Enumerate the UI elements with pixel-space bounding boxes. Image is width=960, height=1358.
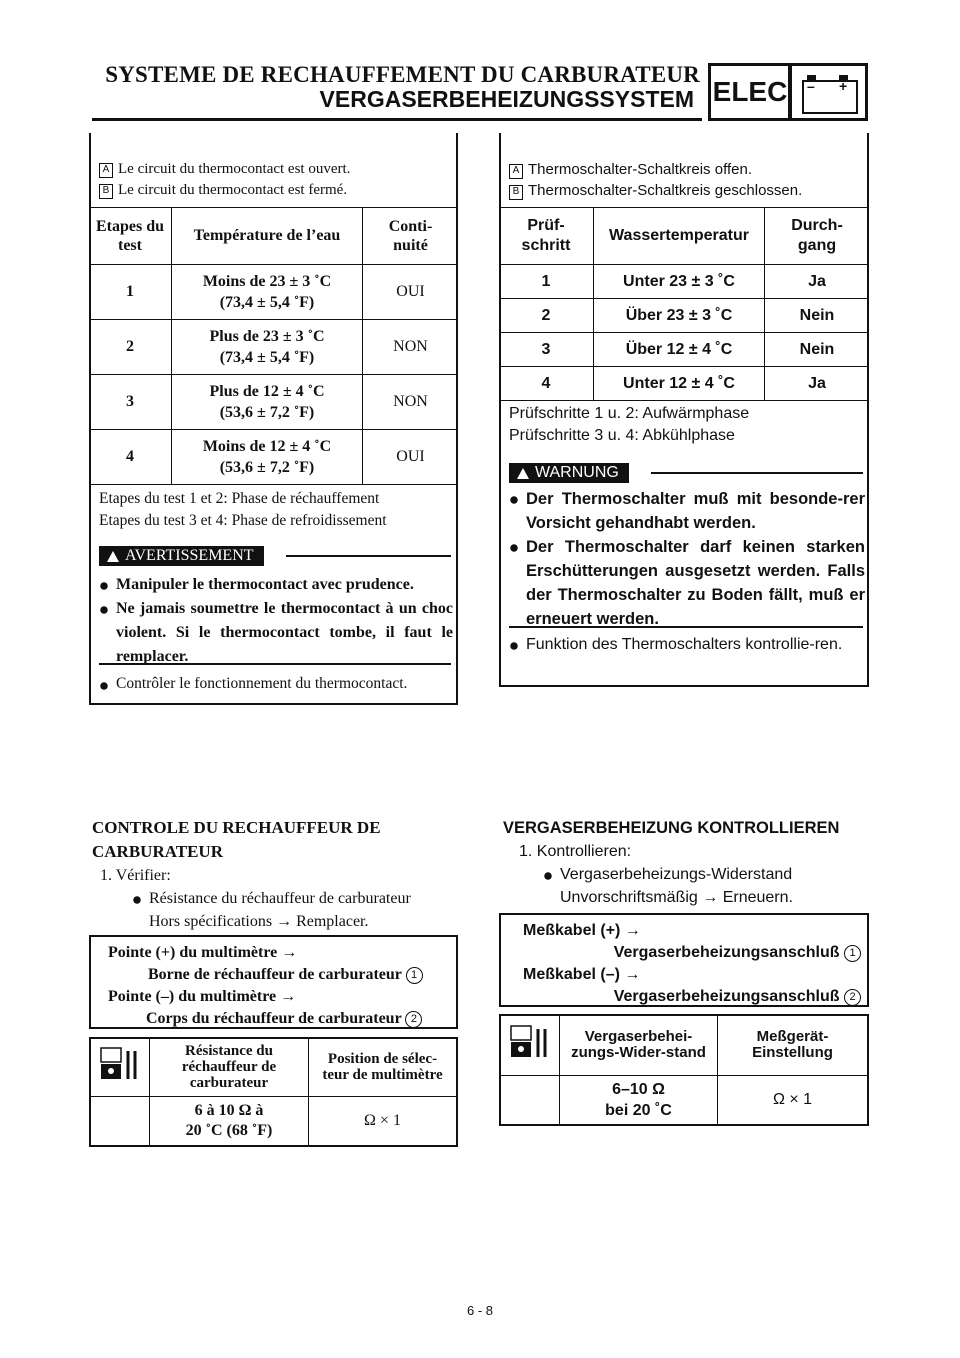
table-header: Température de l’eau [172,208,363,265]
step-cell: 4 [89,430,172,485]
step-cell: 2 [499,299,594,333]
right-probe-box [499,913,869,1007]
header-title-de: VERGASERBEHEIZUNGSSYSTEM [319,86,694,112]
header-rule [92,118,702,121]
left-thermoswitch-panel [89,133,458,705]
list-item [509,487,865,535]
cont-cell: Nein [765,299,870,333]
left-spec-table [89,1037,458,1147]
warning-triangle-icon [517,468,529,479]
step-cell: 3 [499,333,594,367]
probe-text: Meßkabel (+) → [523,922,641,939]
table-header: Conti- nuité [363,208,459,265]
item-line: Vergaserbeheizungs-Widerstand [560,866,793,883]
cont-cell: Nein [765,333,870,367]
step-cell: 2 [89,320,172,375]
temp-cell: Unter 12 ± 4 ˚C [594,367,765,401]
spec-header: Vergaserbehei-zungs-Wider-stand [560,1015,718,1075]
step-cell: 3 [89,375,172,430]
cont-cell: NON [363,320,459,375]
table-header: Durch- gang [765,208,870,265]
battery-plus-label: + [839,78,848,94]
section-code-badge: ELEC [708,63,792,121]
table-row [499,265,869,299]
table-row [89,375,458,430]
section-heading: CARBURATEUR [92,842,223,861]
section-heading: VERGASERBEHEIZUNG KONTROLLIEREN [503,819,840,837]
temp-cell-f: (73,4 ± 5,4 ˚F) [219,349,315,366]
note-b: Le circuit du thermocontact est fermé. [118,182,348,198]
temp-cell: Plus de 12 ± 4 ˚C [209,383,325,400]
note-a: Le circuit du thermocontact est ouvert. [118,161,351,177]
right-thermoswitch-panel [499,133,869,687]
cont-cell: OUI [363,265,459,320]
table-header: Wassertemperatur [594,208,765,265]
check-item: Funktion des Thermoschalters kontrollie-ren. [526,636,843,653]
left-warning-list [99,573,453,669]
right-notes [509,159,861,201]
temp-cell: Plus de 23 ± 3 ˚C [209,328,325,345]
cont-cell: Ja [765,265,870,299]
temp-cell: Über 12 ± 4 ˚C [594,333,765,367]
table-header: Prüf- schritt [499,208,594,265]
spec-header: Position de sélec-teur de multimètre [309,1038,458,1096]
step-cell: 4 [499,367,594,401]
warning-label-text: AVERTISSEMENT [125,547,254,564]
right-spec-table [499,1014,869,1126]
table-row [499,299,869,333]
spec-value: 6 à 10 Ω à [194,1101,264,1119]
left-heater-section [92,816,462,933]
cont-cell: NON [363,375,459,430]
battery-minus-label: – [807,78,815,94]
warning-label [509,463,629,483]
list-item [99,597,453,669]
callout-number: 1 [844,945,861,962]
left-phase-notes [99,488,451,532]
warning-label-text: WARNUNG [535,464,619,481]
table-header: Etapes du test [89,208,172,265]
marker-b: B [509,185,523,200]
spec-header: Meßgerät-Einstellung [718,1015,869,1075]
header-title-fr: SYSTEME DE RECHAUFFEMENT DU CARBURATEUR [105,62,700,87]
spec-value: Ω × 1 [309,1096,458,1146]
right-warning-list [509,487,865,631]
left-probe-box [89,935,458,1029]
multimeter-icon [90,1038,150,1096]
probe-target: Vergaserbeheizungsanschluß [613,988,840,1005]
list-item [99,573,453,597]
callout-number: 2 [844,989,861,1006]
list-item [503,863,869,909]
temp-cell: Über 23 ± 3 ˚C [594,299,765,333]
probe-target: Vergaserbeheizungsanschluß [613,944,840,961]
step-text: 1. Kontrollieren: [519,843,632,860]
spec-value: 6–10 Ω [612,1080,665,1098]
multimeter-icon [500,1015,560,1075]
list-item [509,535,865,631]
temp-cell: Moins de 23 ± 3 ˚C [202,273,332,290]
warning-triangle-icon [107,551,119,562]
right-continuity-table [499,207,869,401]
step-text: 1. Vérifier: [100,867,171,884]
check-item: Contrôler le fonctionnement du thermocontact. [116,675,408,692]
left-warning-bar [99,546,451,566]
probe-target: Corps du réchauffeur de carburateur [146,1010,402,1027]
spec-value: bei 20 ˚C [605,1101,672,1119]
phase-note: Prüfschritte 1 u. 2: Aufwärmphase [509,405,750,422]
section-heading: CONTROLE DU RECHAUFFEUR DE [92,818,381,837]
marker-a: A [99,163,113,178]
temp-cell: Unter 23 ± 3 ˚C [594,265,765,299]
callout-number: 1 [406,967,423,984]
table-row [499,367,869,401]
phase-note: Etapes du test 3 et 4: Phase de refroidissement [99,512,387,529]
table-row [89,320,458,375]
probe-text: Pointe (+) du multimètre → [108,944,298,961]
warning-item: Manipuler le thermocontact avec prudence. [116,576,414,593]
spec-value: 20 ˚C (68 ˚F) [185,1121,273,1139]
phase-note: Etapes du test 1 et 2: Phase de réchauffement [99,490,380,507]
probe-target: Borne de réchauffeur de carburateur [148,966,402,983]
item-line: Résistance du réchauffeur de carburateur [149,890,411,907]
temp-cell-f: (53,6 ± 7,2 ˚F) [219,459,315,476]
spec-value: Ω × 1 [718,1075,869,1125]
warning-end-rule [509,626,863,628]
step-cell: 1 [89,265,172,320]
list-item [92,887,462,933]
item-line: Hors spécifications → Remplacer. [149,913,369,930]
warning-item: Der Thermoschalter muß mit besonde-rer Vorsicht gehandhabt werden. [526,490,865,532]
list-item [509,633,863,656]
right-warning-bar [509,463,863,483]
probe-text: Pointe (–) du multimètre → [108,988,297,1005]
step-cell: 1 [499,265,594,299]
note-b: Thermoschalter-Schaltkreis geschlossen. [528,182,803,199]
spec-header: Résistance du réchauffeur de carburateur [150,1038,309,1096]
left-notes [99,159,449,201]
right-heater-section [503,816,869,909]
marker-a: A [509,164,523,179]
warning-item: Ne jamais soumettre le thermocontact à un choc violent. Si le thermocontact tombe, il faut le remplacer. [116,600,453,665]
table-row [89,430,458,485]
battery-icon [788,63,868,121]
left-continuity-table [89,207,458,485]
list-item [99,673,451,695]
cont-cell: Ja [765,367,870,401]
marker-b: B [99,184,113,199]
warning-end-rule [99,663,451,665]
probe-text: Meßkabel (–) → [523,966,641,983]
phase-note: Prüfschritte 3 u. 4: Abkühlphase [509,427,735,444]
cont-cell: OUI [363,430,459,485]
item-line: Unvorschriftsmäßig → Erneuern. [560,889,793,906]
note-a: Thermoschalter-Schaltkreis offen. [528,161,752,178]
warning-item: Der Thermoschalter darf keinen starken Erschütterungen ausgesetzt werden. Falls der Thermoschalter zu Boden fällt, muß er erneuert werden. [526,538,865,628]
table-row [89,265,458,320]
temp-cell-f: (73,4 ± 5,4 ˚F) [219,294,315,311]
warning-label [99,546,264,566]
table-row [499,333,869,367]
right-phase-notes [509,403,863,447]
temp-cell-f: (53,6 ± 7,2 ˚F) [219,404,315,421]
callout-number: 2 [405,1011,422,1028]
temp-cell: Moins de 12 ± 4 ˚C [202,438,332,455]
page-number: 6 - 8 [466,1303,493,1318]
